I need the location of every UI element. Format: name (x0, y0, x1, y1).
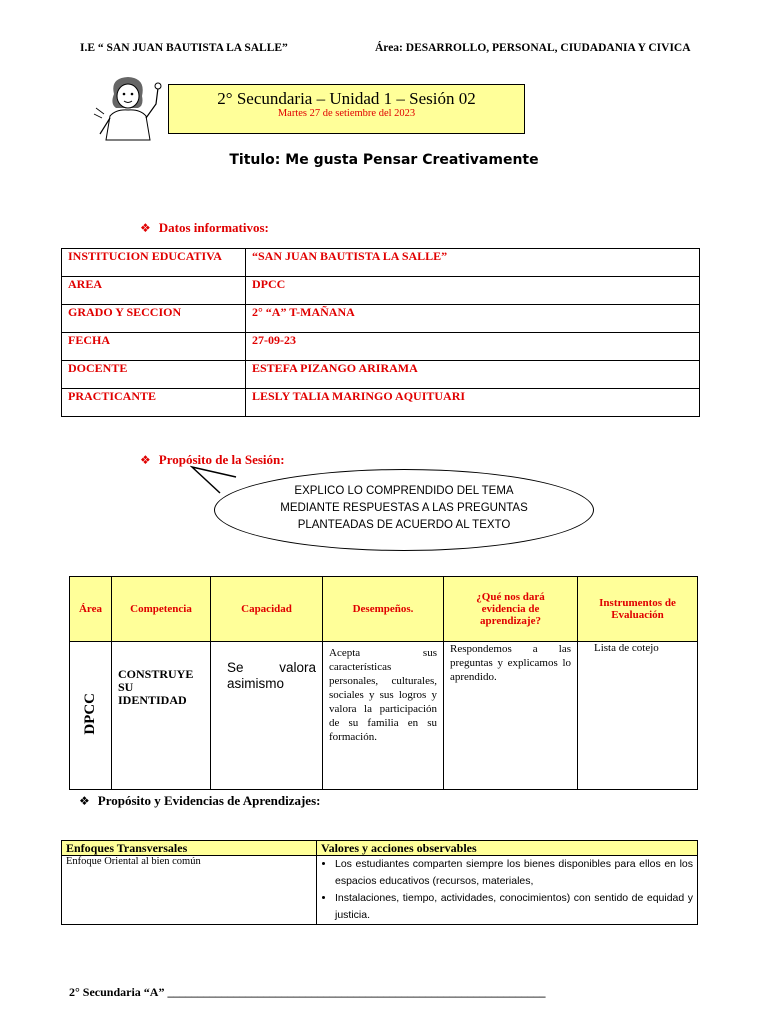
acciones-cell (317, 856, 698, 925)
enfoques-table (61, 840, 698, 925)
diamond-bullet-icon: ❖ (140, 453, 151, 467)
table-header-row (70, 577, 698, 642)
col-header: Valores y acciones observables (317, 841, 698, 856)
table-row (62, 389, 700, 417)
proposito-heading: ❖ Propósito de la Sesión: (140, 452, 285, 467)
instrumentos-cell: Lista de cotejo (578, 642, 698, 790)
col-header: ¿Qué nos dará evidencia de aprendizaje? (444, 577, 578, 642)
table-row (62, 305, 700, 333)
table-row (70, 642, 698, 790)
lesson-title: Titulo: Me gusta Pensar Creativamente (229, 152, 539, 168)
table-row (62, 856, 698, 925)
info-value: DPCC (246, 277, 700, 305)
info-value: “SAN JUAN BAUTISTA LA SALLE” (246, 249, 700, 277)
list-item: • Instalaciones, tiempo, actividades, conocimientos) con sentido de equidad y justicia. (335, 890, 693, 924)
capacidad-cell: Se valora asimismo (211, 642, 323, 790)
enfoque-cell: Enfoque Oriental al bien común (62, 856, 317, 925)
table-row (62, 361, 700, 389)
girl-illustration (92, 74, 166, 142)
info-label: AREA (62, 277, 246, 305)
diamond-bullet-icon: ❖ (79, 794, 90, 808)
area-cell (70, 642, 112, 790)
session-date: Martes 27 de setiembre del 2023 (277, 108, 416, 119)
proposito-text: EXPLICO LO COMPRENDIDO DEL TEMA MEDIANTE RESPUESTAS A LAS PREGUNTAS PLANTEADAS DE ACUERDO AL TEXTO (280, 485, 528, 531)
info-value: LESLY TALIA MARINGO AQUITUARI (246, 389, 700, 417)
competencia-cell: CONSTRUYE SU IDENTIDAD (112, 642, 211, 790)
table-header-row (62, 841, 698, 856)
col-header: Capacidad (211, 577, 323, 642)
diamond-bullet-icon: ❖ (140, 221, 151, 235)
info-label: INSTITUCION EDUCATIVA (62, 249, 246, 277)
info-value: 2° “A” T-MAÑANA (246, 305, 700, 333)
info-value: ESTEFA PIZANGO ARIRAMA (246, 361, 700, 389)
table-row (62, 333, 700, 361)
acciones-list (321, 856, 693, 924)
col-header: Desempeños. (323, 577, 444, 642)
evidencias-heading: ❖ Propósito y Evidencias de Aprendizajes: (79, 793, 321, 808)
info-table (61, 248, 700, 417)
session-title: 2° Secundaria – Unidad 1 – Sesión 02 (217, 89, 476, 108)
table-row (62, 249, 700, 277)
info-label: PRACTICANTE (62, 389, 246, 417)
info-label: GRADO Y SECCION (62, 305, 246, 333)
area-value: DPCC (82, 693, 98, 735)
footer: 2° Secundaria “A” _______________________________________________________________ (69, 985, 546, 999)
desempenos-cell: Acepta sus características personales, culturales, sociales y sus logros y valora la participación de su familia en su formación. (323, 642, 444, 790)
area-header: Área: DESARROLLO, PERSONAL, CIUDADANIA Y CIVICA (375, 42, 691, 54)
info-value: 27-09-23 (246, 333, 700, 361)
evidencia-cell: Respondemos a las preguntas y explicamos lo aprendido. (444, 642, 578, 790)
col-header: Área (70, 577, 112, 642)
datos-heading: ❖ Datos informativos: (140, 220, 269, 235)
list-item: • Los estudiantes comparten siempre los bienes disponibles para ellos en los espacios educativos (recursos, materiales, (335, 856, 693, 890)
info-label: DOCENTE (62, 361, 246, 389)
col-header: Competencia (112, 577, 211, 642)
table-row (62, 277, 700, 305)
col-header: Enfoques Transversales (62, 841, 317, 856)
col-header: Instrumentos de Evaluación (578, 577, 698, 642)
session-title-box (168, 84, 525, 134)
school-header: I.E “ SAN JUAN BAUTISTA LA SALLE” (80, 42, 288, 54)
info-label: FECHA (62, 333, 246, 361)
competencias-table (69, 576, 698, 790)
